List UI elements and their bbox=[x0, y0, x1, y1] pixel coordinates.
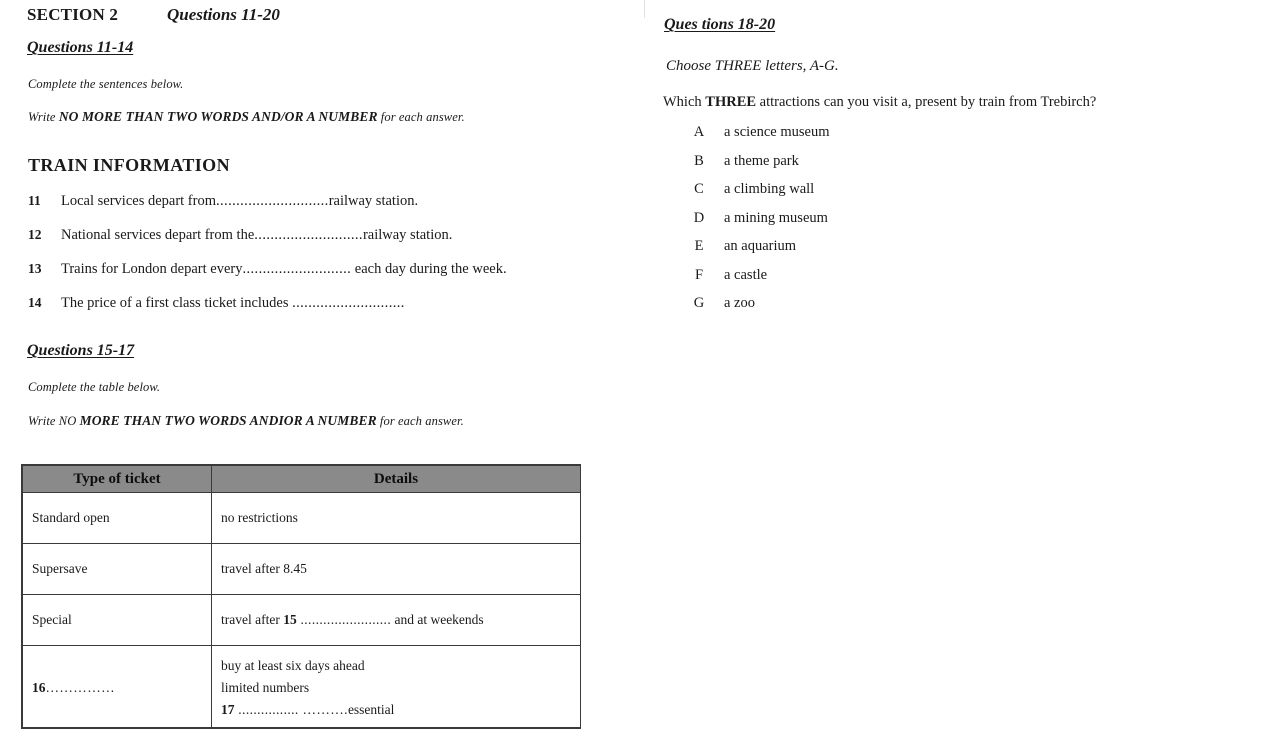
question-text-before-12: National services depart from the bbox=[61, 227, 255, 243]
table-header-details: Details bbox=[212, 466, 581, 493]
prompt-strong: THREE bbox=[705, 94, 757, 110]
question-18-20-prompt bbox=[663, 94, 1183, 111]
instruction-strong: NO MORE THAN TWO WORDS AND/OR A NUMBER bbox=[58, 109, 378, 124]
questions-15-17-heading: Questions 15-17 bbox=[27, 342, 135, 359]
questions-18-20-heading-wrap bbox=[664, 16, 775, 34]
instruction-suffix: for each answer. bbox=[377, 110, 465, 124]
detail-text-before: limited numbers bbox=[221, 680, 310, 695]
answer-blank-11[interactable]: ............................ bbox=[216, 193, 329, 209]
table-cell-ticket-type bbox=[23, 646, 212, 728]
ticket-types-table bbox=[22, 465, 581, 728]
option-letter-b: B bbox=[694, 152, 704, 169]
option-letter-c: C bbox=[694, 181, 704, 197]
ticket-type-label: Supersave bbox=[32, 561, 88, 576]
instruction-choose-three-letters: Choose THREE letters, A-G. bbox=[666, 58, 839, 74]
ticket-type-label: Special bbox=[32, 612, 72, 627]
question-item-11 bbox=[28, 192, 621, 210]
scan-artifact-line bbox=[644, 0, 645, 18]
instruction-complete-table: Complete the table below. bbox=[28, 380, 161, 394]
option-item-e[interactable] bbox=[691, 232, 1111, 261]
option-label-d: a mining museum bbox=[724, 209, 828, 226]
instruction-suffix-2: for each answer. bbox=[376, 414, 464, 428]
instruction-complete-sentences: Complete the sentences below. bbox=[28, 77, 184, 91]
option-label-g: a zoo bbox=[724, 295, 755, 311]
table-cell-details bbox=[212, 646, 581, 728]
question-number-17: 17 bbox=[221, 702, 235, 717]
answer-blank-12[interactable]: ........................... bbox=[254, 227, 363, 243]
option-letter-a: A bbox=[693, 124, 705, 140]
section-title: SECTION 2 bbox=[27, 5, 119, 24]
detail-line bbox=[221, 609, 571, 631]
option-item-a[interactable] bbox=[691, 118, 1111, 147]
instruction-word-limit-11-14 bbox=[28, 109, 465, 125]
answer-blank-15[interactable]: ........................ bbox=[296, 612, 392, 627]
option-letter-d: D bbox=[693, 209, 705, 226]
question-text-before-11: Local services depart from bbox=[61, 193, 216, 209]
table-cell-ticket-type bbox=[23, 544, 212, 595]
table-cell-ticket-type bbox=[23, 595, 212, 646]
table-row bbox=[23, 544, 581, 595]
question-text-after-12: railway station. bbox=[362, 227, 453, 243]
table-header-type-of-ticket: Type of ticket bbox=[23, 466, 212, 493]
prompt-prefix: Which bbox=[663, 94, 706, 110]
question-number-13: 13 bbox=[28, 261, 42, 276]
option-label-c: a climbing wall bbox=[724, 181, 815, 197]
table-cell-details bbox=[212, 595, 581, 646]
option-label-b: a theme park bbox=[724, 152, 799, 169]
detail-text-after: and at weekends bbox=[391, 612, 484, 627]
question-text-after-11: railway station. bbox=[328, 193, 419, 209]
instruction-prefix-2: Write NO bbox=[28, 414, 80, 428]
detail-text-after: essential bbox=[347, 702, 395, 717]
answer-blank-16[interactable]: …………… bbox=[45, 680, 115, 695]
table-cell-details bbox=[212, 544, 581, 595]
detail-text-before: travel after bbox=[221, 612, 284, 627]
detail-text-before: no restrictions bbox=[221, 510, 298, 525]
prompt-suffix: attractions can you visit a, present by train from Trebirch? bbox=[756, 94, 1097, 110]
option-item-f[interactable] bbox=[691, 261, 1111, 290]
question-number-16: 16 bbox=[32, 680, 46, 695]
detail-line bbox=[221, 507, 571, 529]
table-header-row bbox=[23, 466, 581, 493]
option-label-a: a science museum bbox=[724, 124, 830, 140]
table-row bbox=[23, 595, 581, 646]
questions-11-14-heading: Questions 11-14 bbox=[27, 39, 134, 56]
option-label-e: an aquarium bbox=[724, 238, 797, 254]
section-header bbox=[27, 5, 627, 33]
question-item-13 bbox=[28, 260, 621, 278]
question-item-14 bbox=[28, 294, 621, 312]
question-number-12: 12 bbox=[28, 227, 42, 242]
questions-11-14-heading-wrap bbox=[27, 39, 133, 57]
detail-line bbox=[221, 655, 571, 677]
answer-blank-13[interactable]: ........................... bbox=[242, 261, 352, 277]
option-item-c[interactable] bbox=[691, 175, 1111, 204]
question-item-12 bbox=[28, 226, 621, 244]
detail-line bbox=[221, 558, 571, 580]
answer-blank-14[interactable]: ............................ bbox=[292, 295, 405, 311]
questions-18-20-heading: Ques tions 18-20 bbox=[664, 16, 776, 33]
questions-15-17-heading-wrap bbox=[27, 342, 134, 360]
option-item-b[interactable] bbox=[691, 147, 1111, 176]
detail-text-before: buy at least six days ahead bbox=[221, 658, 365, 673]
instruction-word-limit-15-17 bbox=[28, 413, 464, 429]
options-list bbox=[691, 118, 1111, 318]
detail-text-before: travel after 8.45 bbox=[221, 561, 307, 576]
table-cell-ticket-type bbox=[23, 493, 212, 544]
option-item-d[interactable] bbox=[691, 204, 1111, 233]
question-number-15: 15 bbox=[283, 612, 297, 627]
detail-line bbox=[221, 677, 571, 699]
detail-line bbox=[221, 699, 571, 721]
table-row bbox=[23, 493, 581, 544]
option-label-f: a castle bbox=[724, 266, 768, 283]
question-text-before-13: Trains for London depart every bbox=[61, 261, 243, 277]
option-letter-f: F bbox=[694, 266, 704, 283]
answer-blank-17[interactable]: ................ ………. bbox=[234, 702, 348, 717]
option-letter-g: G bbox=[693, 295, 705, 311]
table-row bbox=[23, 646, 581, 728]
table-cell-details bbox=[212, 493, 581, 544]
instruction-prefix: Write bbox=[28, 110, 59, 124]
option-letter-e: E bbox=[694, 238, 704, 254]
option-item-g[interactable] bbox=[691, 289, 1111, 318]
instruction-strong-2: MORE THAN TWO WORDS ANDIOR A NUMBER bbox=[79, 413, 377, 428]
ticket-type-label: Standard open bbox=[32, 510, 110, 525]
question-text-after-13: each day during the week. bbox=[351, 261, 507, 277]
train-information-title: TRAIN INFORMATION bbox=[28, 155, 230, 175]
question-number-11: 11 bbox=[28, 193, 41, 208]
question-number-14: 14 bbox=[28, 295, 42, 310]
left-column bbox=[27, 0, 627, 428]
question-text-before-14: The price of a first class ticket includes bbox=[61, 295, 293, 311]
section-question-range: Questions 11-20 bbox=[167, 5, 280, 24]
ticket-types-table-wrapper bbox=[21, 464, 581, 729]
